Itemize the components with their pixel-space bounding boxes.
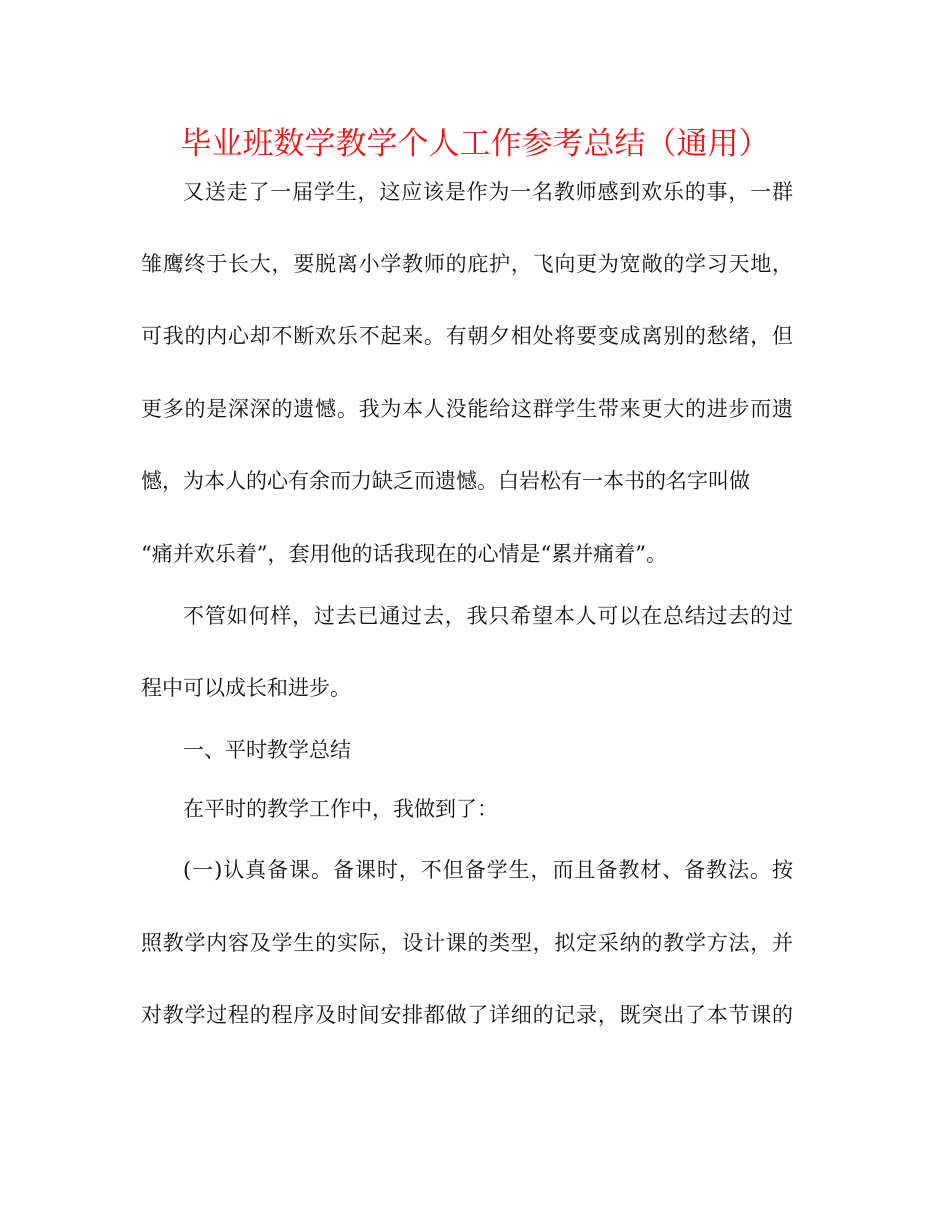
paragraph-line: 更多的是深深的遗憾。我为本人没能给这群学生带来更大的进步而遗	[141, 397, 793, 421]
paragraph-line: “痛并欢乐着”，套用他的话我现在的心情是“累并痛着”。	[141, 542, 667, 566]
paragraph-line: 雏鹰终于长大，要脱离小学教师的庇护，飞向更为宽敞的学习天地，	[141, 252, 793, 276]
paragraph-line: 在平时的教学工作中，我做到了：	[183, 797, 498, 821]
paragraph-line: 可我的内心却不断欢乐不起来。有朝夕相处将要变成离别的愁绪，但	[141, 324, 793, 348]
document-title: 毕业班数学教学个人工作参考总结（通用）	[180, 126, 770, 162]
paragraph-line: 程中可以成长和进步。	[141, 676, 351, 700]
paragraph-line: 又送走了一届学生，这应该是作为一名教师感到欢乐的事，一群	[183, 180, 793, 204]
paragraph-line: 照教学内容及学生的实际，设计课的类型，拟定采纳的教学方法，并	[141, 931, 793, 955]
paragraph-line: 不管如何样，过去已通过去，我只希望本人可以在总结过去的过	[183, 604, 793, 628]
paragraph-line: 对教学过程的程序及时间安排都做了详细的记录，既突出了本节课的	[141, 1003, 793, 1027]
section-heading: 一、平时教学总结	[183, 738, 351, 762]
paragraph-line: 憾，为本人的心有余而力缺乏而遗憾。白岩松有一本书的名字叫做	[141, 469, 750, 493]
paragraph-line: (一)认真备课。备课时，不但备学生，而且备教材、备教法。按	[183, 858, 793, 882]
